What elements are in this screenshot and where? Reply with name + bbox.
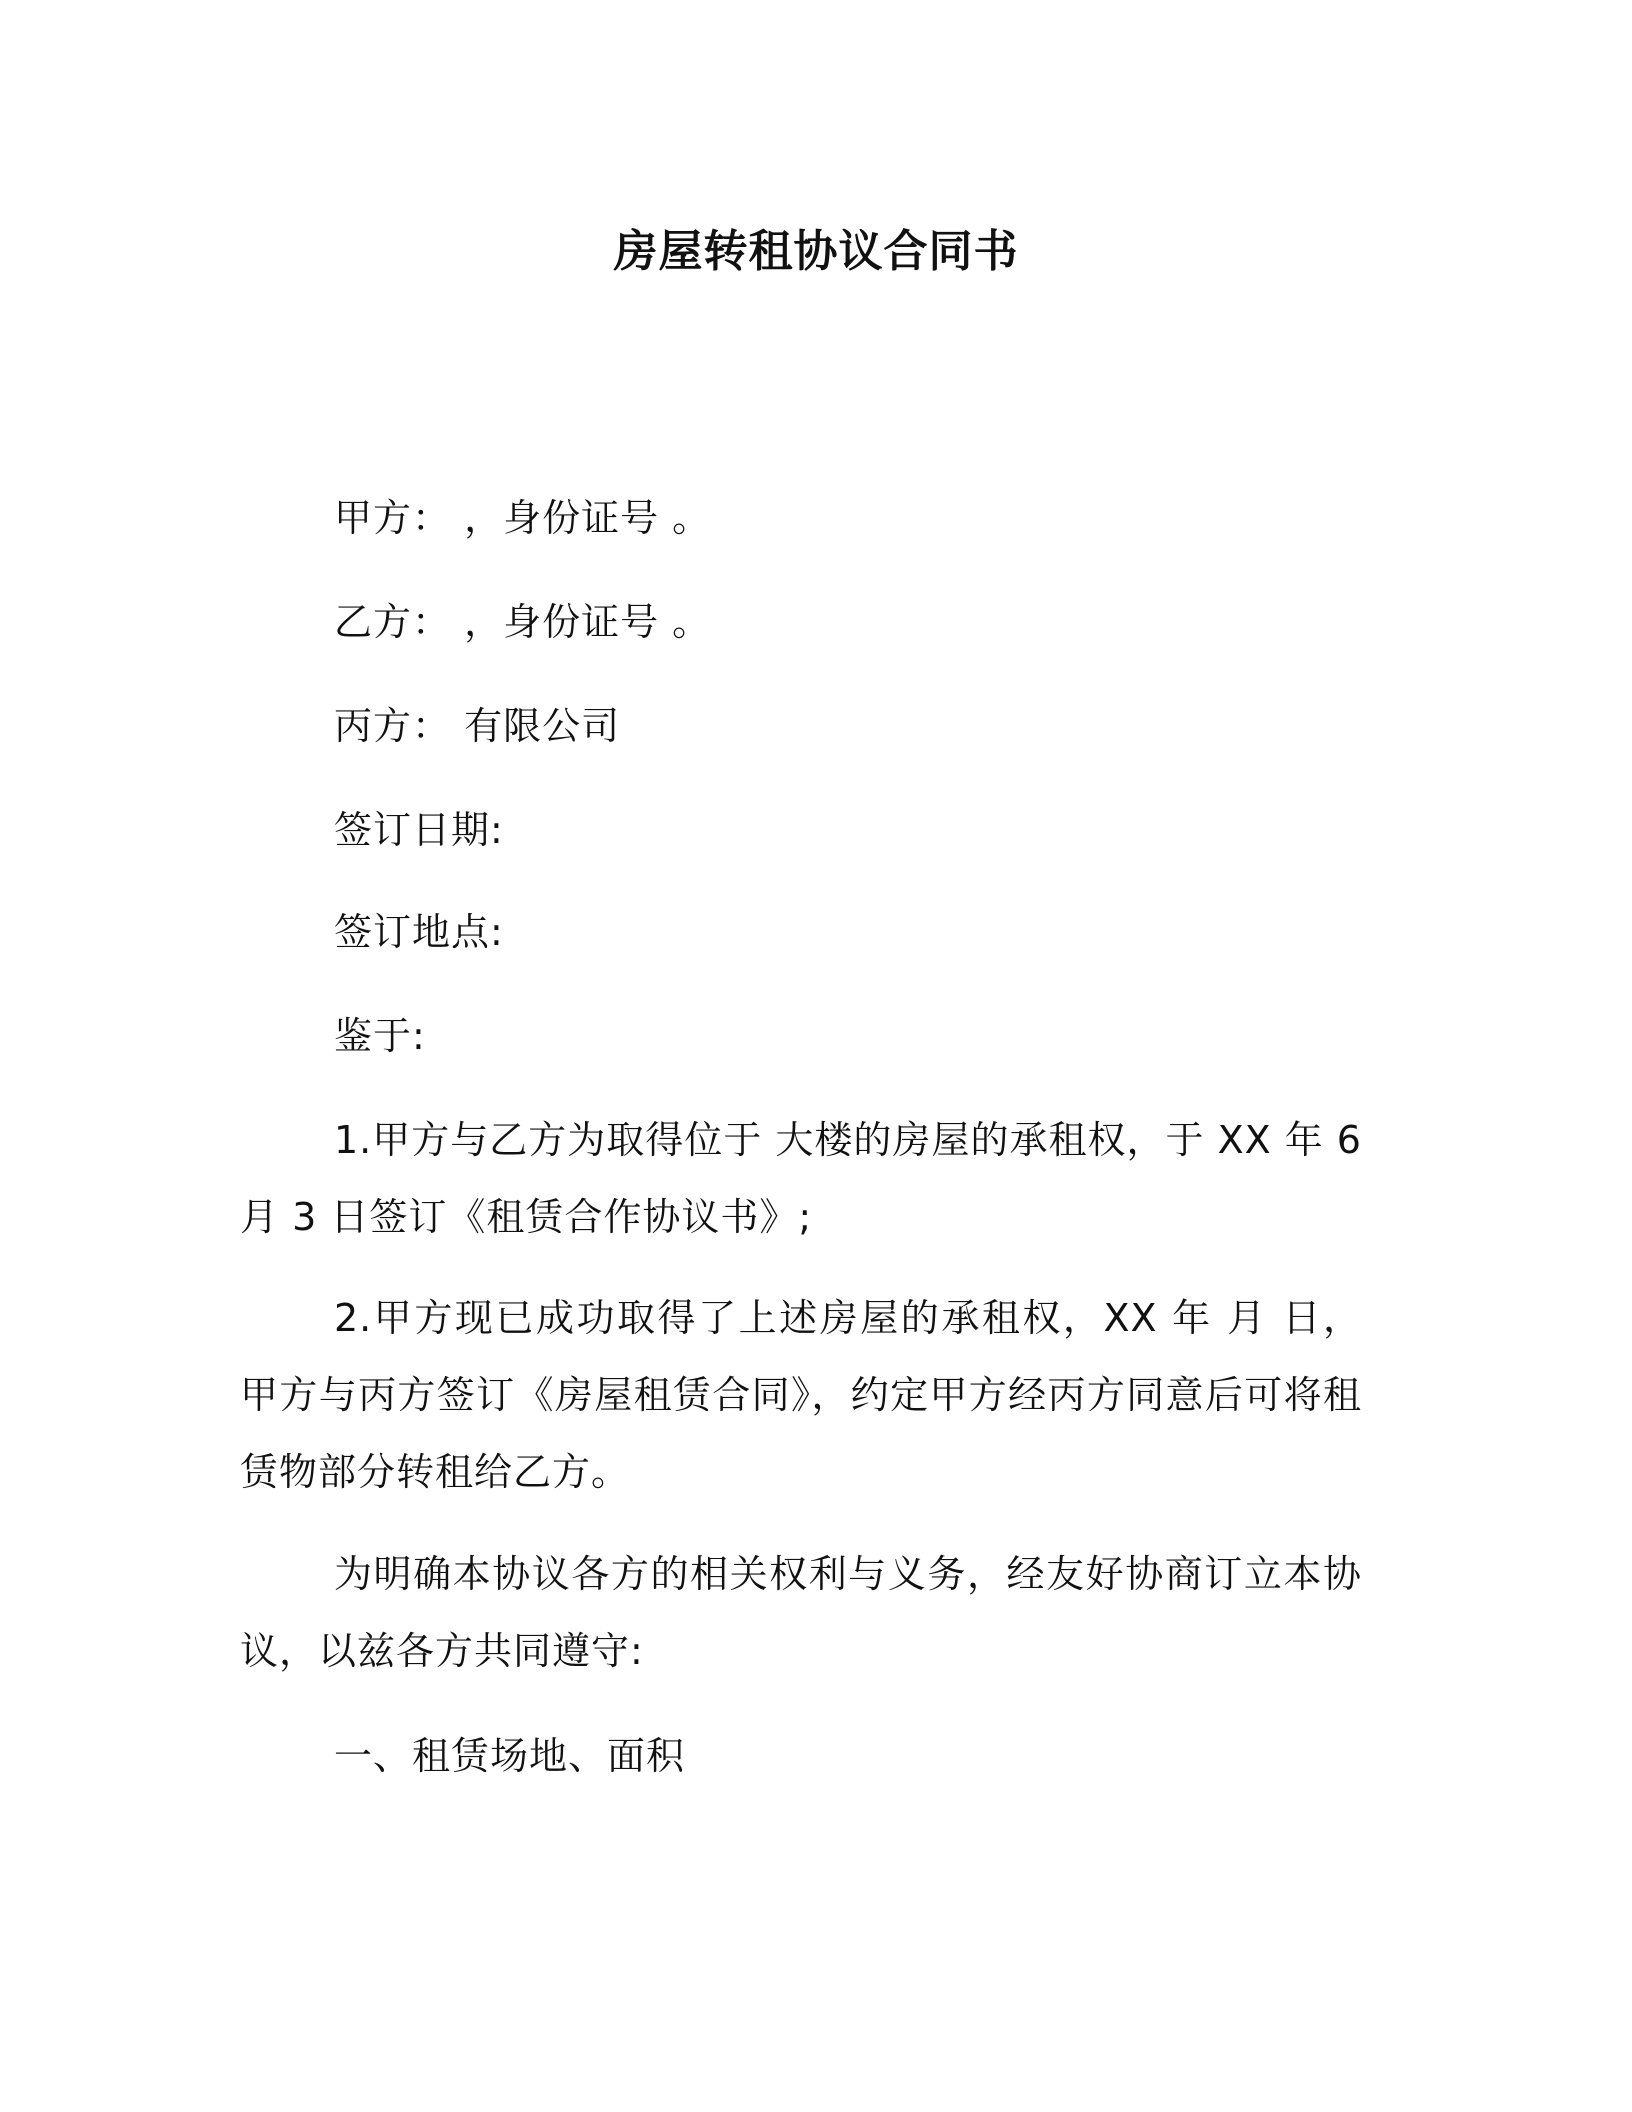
section-1-heading: 一、租赁场地、面积 — [334, 1734, 686, 1778]
preamble-paragraph: 为明确本协议各方的相关权利与义务，经友好协商订立本协议，以兹各方共同遵守: — [240, 1552, 1362, 1673]
party-a-line: 甲方： ，身份证号 。 — [334, 496, 712, 540]
clause-1-paragraph: 1.甲方与乙方为取得位于 大楼的房屋的承租权，于 XX 年 6 月 3 日签订《租赁合作协议书》; — [240, 1118, 1362, 1239]
sign-date-line: 签订日期: — [334, 808, 504, 852]
party-c-line: 丙方： 有限公司 — [334, 704, 621, 748]
party-b-line: 乙方： ，身份证号 。 — [334, 600, 712, 644]
whereas-line: 鉴于: — [334, 1014, 426, 1058]
clause-2-paragraph: 2.甲方现已成功取得了上述房屋的承租权，XX 年 月 日，甲方与丙方签订《房屋租赁合同》，约定甲方经丙方同意后可将租赁物部分转租给乙方。 — [240, 1296, 1362, 1494]
document-title: 房屋转租协议合同书 — [613, 226, 1019, 277]
sign-place-line: 签订地点: — [334, 910, 504, 954]
